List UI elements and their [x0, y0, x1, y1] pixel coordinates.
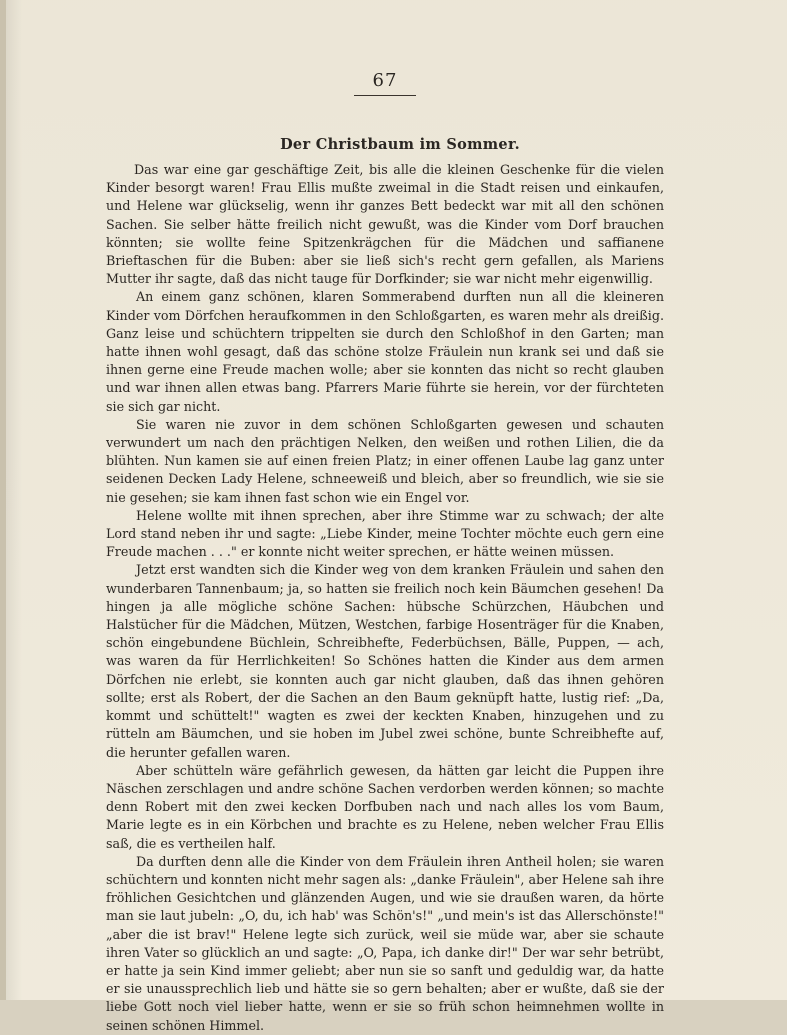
page-number: 67 — [372, 70, 398, 91]
chapter-title: Der Christbaum im Sommer. — [280, 136, 520, 153]
paragraph: Da durften denn alle die Kinder von dem Fräulein ihren Antheil holen; sie waren schüchtern und konnten nicht mehr sagen als: „danke Fräulein", aber Helene sah ihre fröhlichen Gesichtchen und glänzenden Augen, und wie sie draußen waren, da hörte man sie laut jubeln: „O, du, ich hab' was Schön's!" „und mein's ist das Allerschönste!" „aber die ist brav!" Helene legte sich zurück, weil sie müde war, aber sie schaute ihren Vater so glücklich an und sagte: „O, Papa, ich danke dir!" Der war sehr betrübt, er hatte ja sein Kind immer geliebt; aber nun sie so sanft und geduldig war, da hatte er sie unaussprechlich lieb und hätte sie so gern behalten; aber er wußte, daß sie der liebe Gott noch viel lieber hatte, wenn er sie so früh schon heimnehmen wollte in seinen schönen Himmel. — [106, 853, 664, 1033]
header-rule — [354, 95, 416, 96]
paragraph: Sie waren nie zuvor in dem schönen Schloßgarten gewesen und schauten verwundert um nach den prächtigen Nelken, den weißen und rothen Lilien, die da blühten. Nun kamen sie auf einen freien Platz; in einer offenen Laube lag ganz unter seidenen Decken Lady Helene, schneeweiß und bleich, aber so freundlich, wie sie sie nie gesehen; sie kam ihnen fast schon wie ein Engel vor. — [106, 416, 664, 505]
paragraph: Aber schütteln wäre gefährlich gewesen, da hätten gar leicht die Puppen ihre Näschen zerschlagen und andre schöne Sachen verdorben werden können; so machte denn Robert mit den zwei kecken Dorfbuben nach und nach alles los vom Baum, Marie legte es in ein Körbchen und brachte es zu Helene, neben welcher Frau Ellis saß, die es vertheilen half. — [106, 762, 664, 851]
page-spine-shadow — [0, 0, 6, 1000]
body-text — [106, 161, 664, 1035]
paragraph: Jetzt erst wandten sich die Kinder weg von dem kranken Fräulein und sahen den wunderbaren Tannenbaum; ja, so hatten sie freilich noch kein Bäumchen gesehen! Da hingen ja alle mögliche schöne Sachen: hübsche Schürzchen, Häubchen und Halstücher für die Mädchen, Mützen, Westchen, farbige Hosenträger für die Knaben, schön eingebundene Büchlein, Schreibhefte, Federbüchsen, Bälle, Puppen, — ach, was waren da für Herrlichkeiten! So Schönes hatten die Kinder aus dem armen Dörfchen nie erlebt, sie konnten auch gar nicht glauben, daß das ihnen gehören sollte; erst als Robert, der die Sachen an den Baum geknüpft hatte, lustig rief: „Da, kommt und schüttelt!" wagten es zwei der keckten Knaben, hinzugehen und zu rütteln am Bäumchen, und sie hoben im Jubel zwei schöne, bunte Schreibhefte auf, die herunter gefallen waren. — [106, 562, 664, 760]
paragraph: Das war eine gar geschäftige Zeit, bis alle die kleinen Geschenke für die vielen Kinder besorgt waren! Frau Ellis mußte zweimal in die Stadt reisen und einkaufen, und Helene war glückselig, wenn ihr ganzes Bett bedeckt war mit all den schönen Sachen. Sie selber hätte freilich nicht gewußt, was die Kinder vom Dorf brauchen könnten; sie wollte feine Spitzenkrägchen für die Mädchen und saffianene Brieftaschen für die Buben: aber sie ließ sich's recht gern gefallen, als Mariens Mutter ihr sagte, daß das nicht tauge für Dorfkinder; sie war nicht mehr eigenwillig. — [106, 162, 664, 287]
paragraph: Helene wollte mit ihnen sprechen, aber ihre Stimme war zu schwach; der alte Lord stand neben ihr und sagte: „Liebe Kinder, meine Tochter möchte euch gern eine Freude machen . . ." er konnte nicht weiter sprechen, er hätte weinen müssen. — [106, 507, 664, 560]
paragraph: An einem ganz schönen, klaren Sommerabend durften nun all die kleineren Kinder vom Dörfchen heraufkommen in den Schloßgarten, es waren mehr als dreißig. Ganz leise und schüchtern trippelten sie durch den Schloßhof in den Garten; man hatte ihnen wohl gesagt, daß das schöne stolze Fräulein nun krank sei und daß sie ihnen gerne eine Freude machen wolle; aber sie konnten das nicht so recht glauben und war ihnen allen etwas bang. Pfarrers Marie führte sie herein, vor der fürchteten sie sich gar nicht. — [106, 289, 664, 414]
